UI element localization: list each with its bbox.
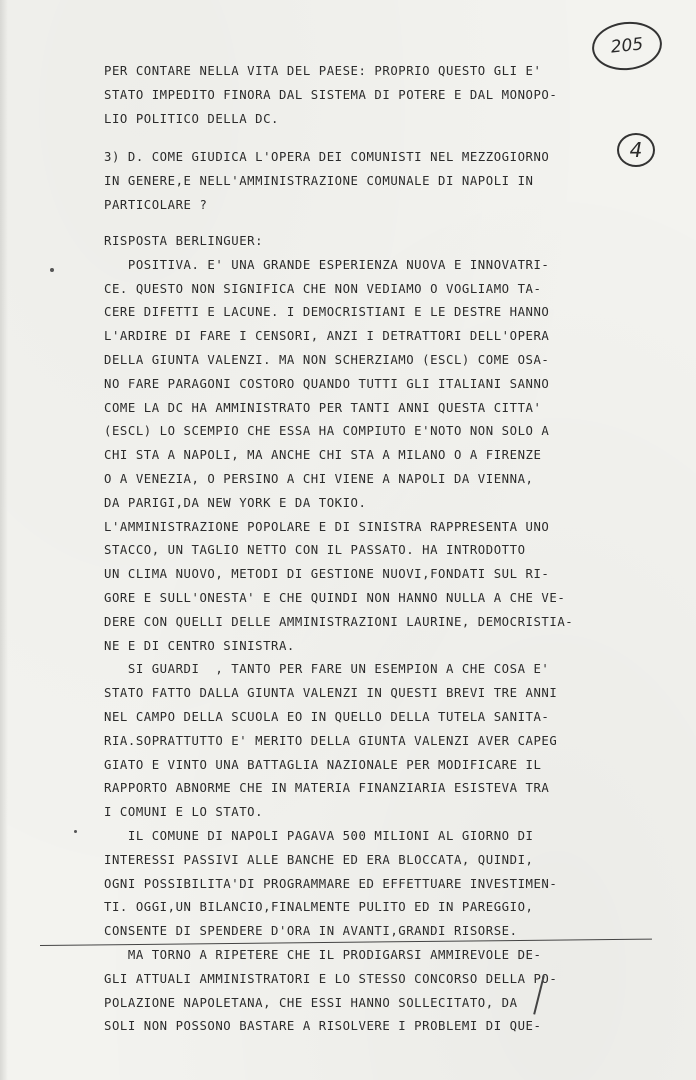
text-line: NO FARE PARAGONI COSTORO QUANDO TUTTI GLI ITALIANI SANNO bbox=[104, 376, 550, 391]
text-line: I COMUNI E LO STATO. bbox=[104, 805, 264, 820]
text-line: PARTICOLARE ? bbox=[104, 197, 208, 212]
text-line: CE. QUESTO NON SIGNIFICA CHE NON VEDIAMO O VOGLIAMO TA- bbox=[104, 281, 542, 296]
text-line: O A VENEZIA, O PERSINO A CHI VIENE A NAPOLI DA VIENNA, bbox=[104, 471, 534, 486]
text-line: SOLI NON POSSONO BASTARE A RISOLVERE I PROBLEMI DI QUE- bbox=[104, 1019, 542, 1034]
text-line: CERE DIFETTI E LACUNE. I DEMOCRISTIANI E LE DESTRE HANNO bbox=[104, 305, 550, 320]
text-line: GIATO E VINTO UNA BATTAGLIA NAZIONALE PER MODIFICARE IL bbox=[104, 757, 542, 772]
text-line: GLI ATTUALI AMMINISTRATORI E LO STESSO CONCORSO DELLA PO- bbox=[104, 971, 558, 986]
intro-paragraph bbox=[104, 60, 574, 131]
answer-heading: RISPOSTA BERLINGUER: bbox=[104, 234, 264, 248]
text-line: L'ARDIRE DI FARE I CENSORI, ANZI I DETRATTORI DELL'OPERA bbox=[104, 329, 550, 344]
text-line: OGNI POSSIBILITA'DI PROGRAMMARE ED EFFETTUARE INVESTIMEN- bbox=[104, 876, 558, 891]
text-line: POSITIVA. E' UNA GRANDE ESPERIENZA NUOVA E INNOVATRI- bbox=[104, 257, 550, 272]
text-line: LIO POLITICO DELLA DC. bbox=[104, 111, 279, 126]
text-line: COME LA DC HA AMMINISTRATO PER TANTI ANNI QUESTA CITTA' bbox=[104, 400, 542, 415]
handwritten-page-number bbox=[590, 18, 665, 73]
text-line: POLAZIONE NAPOLETANA, CHE ESSI HANNO SOLLECITATO, DA bbox=[104, 995, 518, 1010]
text-line: NE E DI CENTRO SINISTRA. bbox=[104, 638, 295, 653]
text-line: 3) D. COME GIUDICA L'OPERA DEI COMUNISTI NEL MEZZOGIORNO bbox=[104, 150, 550, 164]
text-line: DELLA GIUNTA VALENZI. MA NON SCHERZIAMO (ESCL) COME OSA- bbox=[104, 352, 550, 367]
text-line: UN CLIMA NUOVO, METODI DI GESTIONE NUOVI,FONDATI SUL RI- bbox=[104, 567, 550, 582]
text-line: CONSENTE DI SPENDERE D'ORA IN AVANTI,GRANDI RISORSE. bbox=[104, 924, 518, 939]
text-line: DERE CON QUELLI DELLE AMMINISTRAZIONI LAURINE, DEMOCRISTIA- bbox=[104, 614, 574, 629]
text-line: IN GENERE,E NELL'AMMINISTRAZIONE COMUNALE DI NAPOLI IN bbox=[104, 173, 534, 188]
bullet-dot-mark bbox=[50, 268, 54, 272]
answer-section bbox=[104, 230, 574, 1039]
text-line: CHI STA A NAPOLI, MA ANCHE CHI STA A MILANO O A FIRENZE bbox=[104, 448, 542, 463]
text-line: L'AMMINISTRAZIONE POPOLARE E DI SINISTRA RAPPRESENTA UNO bbox=[104, 519, 550, 534]
text-line: STACCO, UN TAGLIO NETTO CON IL PASSATO. HA INTRODOTTO bbox=[104, 543, 526, 558]
text-line: (ESCL) LO SCEMPIO CHE ESSA HA COMPIUTO E'NOTO NON SOLO A bbox=[104, 424, 550, 439]
text-line: NEL CAMPO DELLA SCUOLA EO IN QUELLO DELLA TUTELA SANITA- bbox=[104, 709, 550, 724]
text-line: RAPPORTO ABNORME CHE IN MATERIA FINANZIARIA ESISTEVA TRA bbox=[104, 781, 550, 796]
text-line: STATO IMPEDITO FINORA DAL SISTEMA DI POTERE E DAL MONOPO- bbox=[104, 87, 558, 102]
text-line: GORE E SULL'ONESTA' E CHE QUINDI NON HANNO NULLA A CHE VE- bbox=[104, 590, 566, 605]
text-line: TI. OGGI,UN BILANCIO,FINALMENTE PULITO ED IN PAREGGIO, bbox=[104, 900, 534, 915]
text-line: INTERESSI PASSIVI ALLE BANCHE ED ERA BLOCCATA, QUINDI, bbox=[104, 852, 534, 867]
text-line: IL COMUNE DI NAPOLI PAGAVA 500 MILIONI AL GIORNO DI bbox=[104, 828, 534, 843]
text-line: RIA.SOPRATTUTTO E' MERITO DELLA GIUNTA VALENZI AVER CAPEG bbox=[104, 733, 558, 748]
text-line: PER CONTARE NELLA VITA DEL PAESE: PROPRIO QUESTO GLI E' bbox=[104, 64, 542, 78]
stray-dot-mark bbox=[74, 830, 77, 833]
section-number-text: 4 bbox=[629, 138, 643, 162]
text-line: STATO FATTO DALLA GIUNTA VALENZI IN QUESTI BREVI TRE ANNI bbox=[104, 686, 558, 701]
handwritten-section-number bbox=[617, 133, 655, 167]
page-edge-shadow bbox=[0, 0, 8, 1080]
text-line: MA TORNO A RIPETERE CHE IL PRODIGARSI AMMIREVOLE DE- bbox=[104, 947, 542, 962]
text-line: DA PARIGI,DA NEW YORK E DA TOKIO. bbox=[104, 495, 367, 510]
text-line: SI GUARDI , TANTO PER FARE UN ESEMPION A CHE COSA E' bbox=[104, 662, 550, 677]
page-number-text: 205 bbox=[609, 34, 645, 58]
question-paragraph bbox=[104, 146, 574, 217]
